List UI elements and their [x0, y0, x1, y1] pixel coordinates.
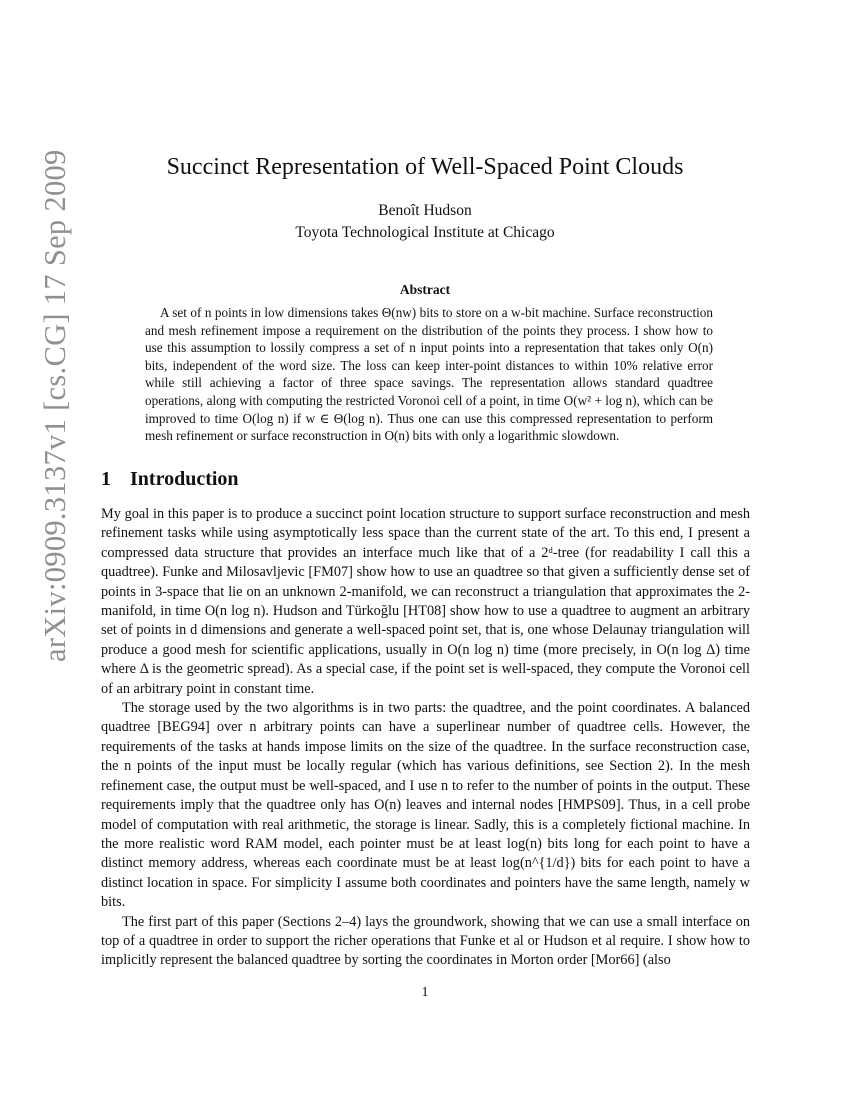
body-text — [101, 505, 750, 971]
section-number: 1 — [101, 468, 111, 490]
author-affiliation: Toyota Technological Institute at Chicago — [295, 224, 555, 241]
paper-title: Succinct Representation of Well-Spaced Point Clouds — [166, 154, 684, 180]
paragraph: My goal in this paper is to produce a succinct point location structure to support surface reconstruction and mesh refinement tasks while using asymptotically less space than the current state of the art. To this end, I present a compressed data structure that provides an interface much like that of a 2ᵈ-tree (for readability I call this a quadtree). Funke and Milosavljevic [FM07] show how to use an quadtree so that given a sufficiently dense set of points in 3-space that lie on an unknown 2-manifold, we can reconstruct a triangulation that approximates the 2-manifold, in time O(n log n). Hudson and Türkoğlu [HT08] show how to use a quadtree to augment an arbitrary set of points in d dimensions and generate a well-spaced point set, that is, one whose Delaunay triangulation will produce a good mesh for scientific applications, usually in O(n log n) time (more precisely, in O(n log Δ) time where Δ is the geometric spread). As a special case, if the point set is well-spaced, they compute the Voronoi cell of an arbitrary point in constant time. — [101, 506, 750, 697]
page-number: 1 — [421, 985, 429, 1000]
abstract-heading: Abstract — [399, 282, 451, 297]
author-name: Benoît Hudson — [378, 202, 472, 219]
arxiv-identifier: arXiv:0909.3137v1 [cs.CG] 17 Sep 2009 — [38, 149, 72, 662]
paragraph: The storage used by the two algorithms is in two parts: the quadtree, and the point coordinates. A balanced quadtree [BEG94] over n arbitrary points can have a superlinear number of quadtree cells. However, the requirements of the tasks at hands impose limits on the size of the quadtree. In the surface reconstruction case, the n points of the input must be locally regular (which has various definitions, see Section 2). In the mesh refinement case, the output must be well-spaced, and I use n to refer to the number of points in the output. These requirements imply that the quadtree only has O(n) leaves and internal nodes [HMPS09]. Thus, in a cell probe model of computation with real arithmetic, the storage is linear. Sadly, this is a completely fictional machine. In the more realistic word RAM model, each pointer must be at least log(n) bits long for each point to have a distinct memory address, whereas each coordinate must be at least log(n^{1/d}) bits for each point to have a distinct location in space. For simplicity I assume both coordinates and pointers have the same length, namely w bits. — [101, 700, 750, 911]
paragraph: The first part of this paper (Sections 2–4) lays the groundwork, showing that we can use a small interface on top of a quadtree in order to support the richer operations that Funke et al or Hudson et al require. I show how to implicitly represent the balanced quadtree by sorting the coordinates in Morton order [Mor66] (also — [101, 913, 750, 969]
abstract-text: A set of n points in low dimensions takes Θ(nw) bits to store on a w-bit machine. Surface reconstruction and mesh refinement impose a requirement on the distribution of the points they process. I show how to use this assumption to lossily compress a set of n input points into a representation that takes only O(n) bits, independent of the word size. The loss can keep inter-point distances to within 10% relative error while still achieving a factor of three space savings. The representation allows standard quadtree operations, along with computing the restricted Voronoi cell of a point, in time O(w² + log n), which can be improved to time O(log n) if w ∈ Θ(log n). Thus one can use this compressed representation to perform mesh refinement or surface reconstruction in O(n) bits with only a logarithmic slowdown. — [145, 305, 713, 444]
section-title: Introduction — [130, 468, 239, 490]
section-heading — [101, 466, 239, 492]
